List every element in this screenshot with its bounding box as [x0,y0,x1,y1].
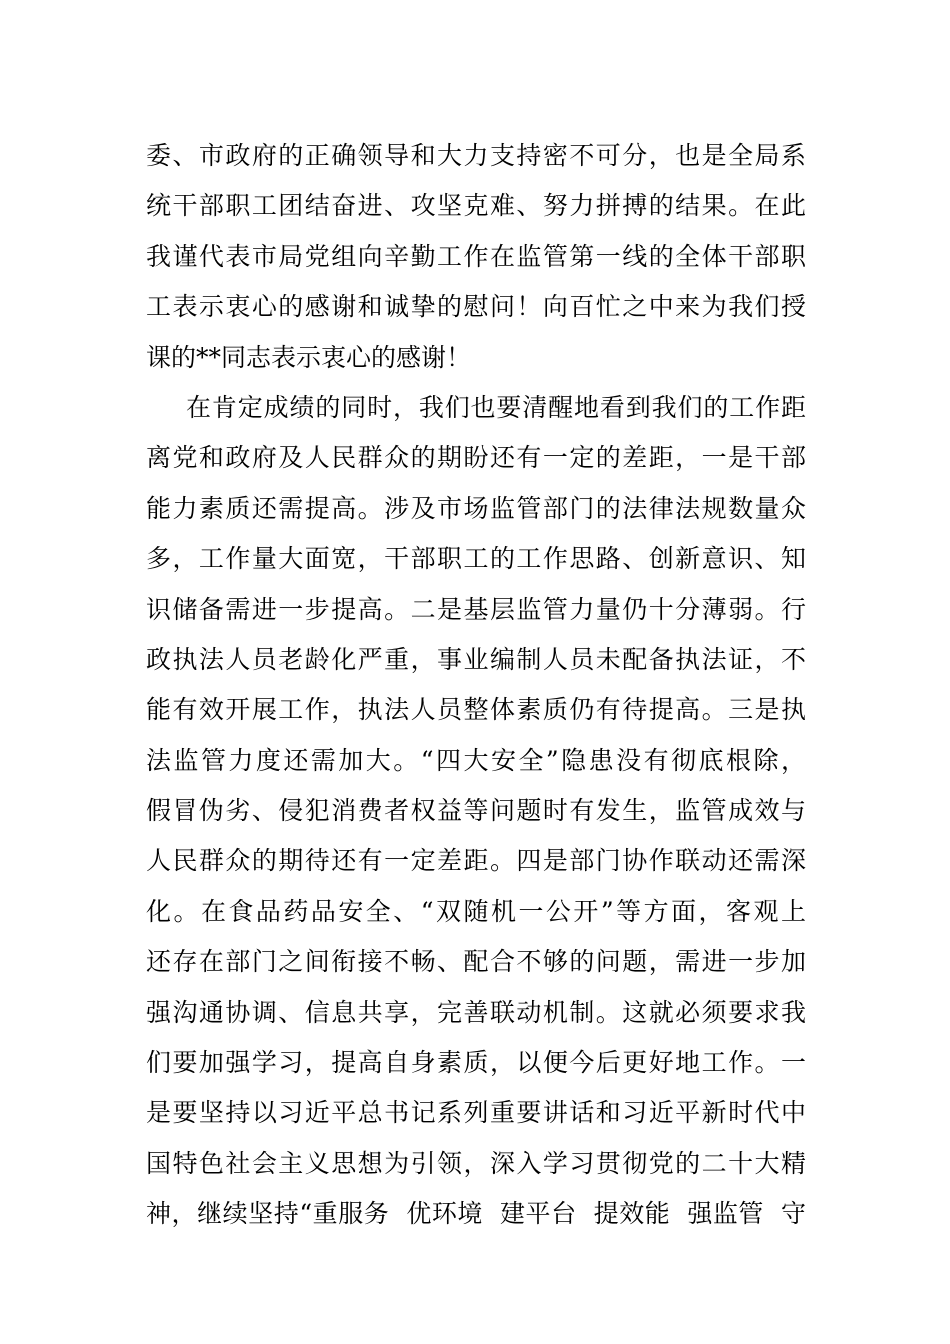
text-line: 化。在食品药品安全、“双随机一公开”等方面，客观上 [146,896,806,926]
text-line: 多，工作量大面宽，干部职工的工作思路、创新意识、知 [146,544,806,574]
text-line: 国特色社会主义思想为引领，深入学习贯彻党的二十大精 [146,1148,806,1178]
text-line: 能有效开展工作，执法人员整体素质仍有待提高。三是执 [146,695,806,725]
paragraph-2 [146,383,806,1240]
text-line: 强沟通协调、信息共享，完善联动机制。这就必须要求我 [146,997,806,1027]
text-line: 课的**同志表示衷心的感谢！ [146,342,472,372]
text-line: 法监管力度还需加大。“四大安全”隐患没有彻底根除， [146,745,806,775]
text-line: 是要坚持以习近平总书记系列重要讲话和习近平新时代中 [146,1098,806,1128]
text-line: 能力素质还需提高。涉及市场监管部门的法律法规数量众 [146,493,806,523]
text-line: 我谨代表市局党组向辛勤工作在监管第一线的全体干部职 [146,241,806,271]
text-line: 还存在部门之间衔接不畅、配合不够的问题，需进一步加 [146,947,806,977]
text-line: 政执法人员老龄化严重，事业编制人员未配备执法证，不 [146,644,806,674]
text-line: 识储备需进一步提高。二是基层监管力量仍十分薄弱。行 [146,594,806,624]
text-line: 假冒伪劣、侵犯消费者权益等问题时有发生，监管成效与 [146,796,806,826]
text-line: 在肯定成绩的同时，我们也要清醒地看到我们的工作距 [186,392,806,422]
text-line: 离党和政府及人民群众的期盼还有一定的差距，一是干部 [146,443,806,473]
text-line: 神，继续坚持“重服务 优环境 建平台 提效能 强监管 守 [146,1199,806,1229]
text-line: 人民群众的期待还有一定差距。四是部门协作联动还需深 [146,846,806,876]
document-body [146,131,806,1240]
paragraph-1 [146,131,806,383]
text-line: 工表示衷心的感谢和诚挚的慰问！向百忙之中来为我们授 [146,292,806,322]
text-line: 们要加强学习，提高自身素质，以便今后更好地工作。一 [146,1048,806,1078]
text-line: 统干部职工团结奋进、攻坚克难、努力拼搏的结果。在此 [146,191,806,221]
text-line: 委、市政府的正确领导和大力支持密不可分，也是全局系 [146,141,806,170]
